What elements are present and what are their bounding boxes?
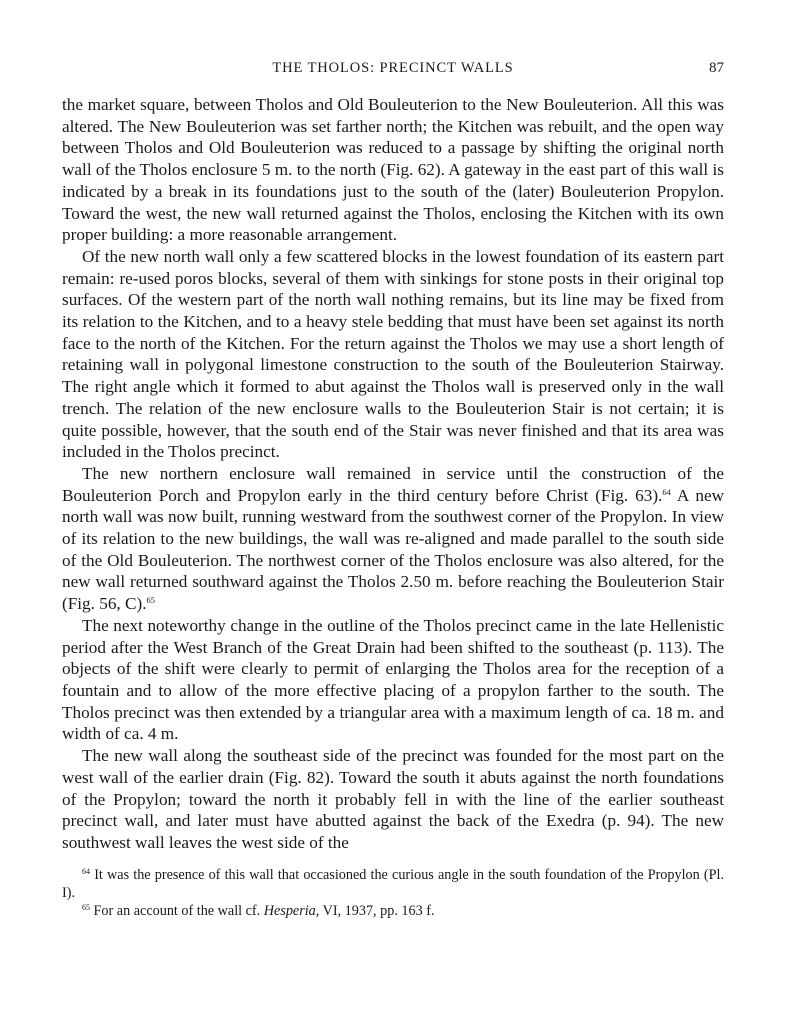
- footnote-text: It was the presence of this wall that occasioned the curious angle in the south foundation of the Propylon (Pl. I).: [62, 866, 724, 901]
- paragraph-3-text-a: The new northern enclosure wall remained in service until the construction of the Bouleuterion Porch and Propylon early in the third century before Christ (Fig. 63).: [62, 463, 724, 505]
- footnote-text-after: , VI, 1937, pp. 163 f.: [315, 902, 435, 919]
- footnote-65: [62, 902, 724, 920]
- footnote-64: [62, 866, 724, 902]
- footnote-number: 65: [82, 902, 90, 912]
- paragraph-4: The next noteworthy change in the outline of the Tholos precinct came in the late Hellenistic period after the West Branch of the Great Drain had been shifted to the southeast (p. 113). The objects of the shift were clearly to permit of enlarging the Tholos area for the reception of a fountain and to allow of the more effective placing of a propylon farther to the south. The Tholos precinct was then extended by a triangular area with a maximum length of ca. 18 m. and width of ca. 4 m.: [62, 615, 724, 744]
- footnote-text-before: For an account of the wall cf.: [93, 902, 264, 919]
- running-title: THE THOLOS: PRECINCT WALLS: [272, 60, 514, 76]
- page-number: 87: [709, 60, 724, 76]
- paragraph-1: the market square, between Tholos and Old Bouleuterion to the New Bouleuterion. All this was altered. The New Bouleuterion was set farther north; the Kitchen was rebuilt, and the open way between Tholos and Old Bouleuterion was reduced to a passage by shifting the original north wall of the Tholos enclosure 5 m. to the north (Fig. 62). A gateway in the east part of this wall is indicated by a break in its foundations just to the south of the (later) Bouleuterion Propylon. Toward the west, the new wall returned against the Tholos, enclosing the Kitchen with its own proper building: a more reasonable arrangement.: [62, 95, 724, 245]
- body-text: [62, 94, 724, 854]
- footnotes: [62, 866, 724, 920]
- paragraph-5: The new wall along the southeast side of the precinct was founded for the most part on the west wall of the earlier drain (Fig. 82). Toward the south it abuts against the north foundations of the Propylon; toward the north it probably fell in with the line of the earlier southeast precinct wall, and later must have abutted against the back of the Exedra (p. 94). The new southwest wall leaves the west side of the: [62, 746, 724, 852]
- journal-title: Hesperia: [263, 902, 316, 919]
- paragraph-3-text-b: A new north wall was now built, running westward from the southwest corner of the Propylon. In view of its relation to the new buildings, the wall was re-aligned and made parallel to the south side of the Old Bouleuterion. The northwest corner of the Tholos enclosure was also altered, for the new wall returned southward against the Tholos 2.50 m. before reaching the Bouleuterion Stair (Fig. 56, C).: [62, 485, 724, 614]
- running-head: [62, 60, 724, 82]
- footnote-ref-65: 65: [146, 595, 156, 606]
- paragraph-2: Of the new north wall only a few scattered blocks in the lowest foundation of its eastern part remain: re-used poros blocks, several of them with sinkings for stone posts in their original top surfaces. Of the western part of the north wall nothing remains, but its line may be fixed from its relation to the Kitchen, and to a heavy stele bedding that must have been set against its north face to the north of the Kitchen. For the return against the Tholos we may use a short length of retaining wall in polygonal limestone construction to the south of the Bouleuterion Stairway. The right angle which it formed to abut against the Tholos wall is preserved only in the wall trench. The relation of the new enclosure walls to the Bouleuterion Stair is not certain; it is quite possible, however, that the south end of the Stair was never finished and that its area was included in the Tholos precinct.: [62, 246, 724, 462]
- footnote-number: 64: [82, 866, 90, 876]
- footnote-ref-64: 64: [662, 486, 671, 497]
- paragraph-3: [62, 463, 724, 615]
- page: [62, 60, 724, 920]
